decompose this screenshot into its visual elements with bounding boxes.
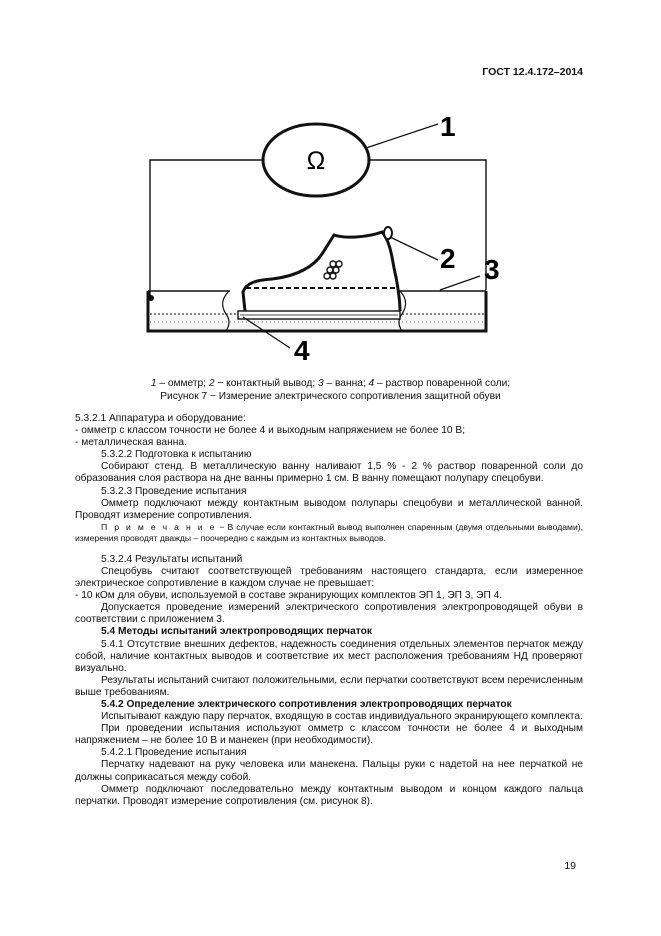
s541-text: 5.4.1 Отсутствие внешних дефектов, надежность соединения отдельных элементов перчаток между собой, наличие контактных выводов и соответствие их мест расположения требованиям НД проверяют визуально.: [75, 638, 583, 674]
s5321-title: 5.3.2.1 Аппаратура и оборудование:: [75, 413, 246, 424]
circuit-wire: [150, 160, 486, 297]
callout-4: 4: [294, 335, 310, 366]
s5421-text: Перчатку надевают на руку человека или манекена. Пальцы руки с надетой на нее перчаткой не должны соприкасаться между собой.: [75, 759, 583, 783]
note-label: П р и м е ч а н и е: [101, 521, 217, 532]
s5321-item2: - металлическая ванна.: [75, 437, 187, 449]
s5322-title: 5.3.2.2 Подготовка к испытанию: [101, 449, 252, 461]
page-number: 19: [564, 860, 576, 872]
standard-header: ГОСТ 12.4.172–2014: [482, 66, 583, 78]
callout-2: 2: [440, 243, 456, 274]
s5321-item1: - омметр с классом точности не более 4 и выходным напряжением не более 10 В;: [75, 425, 466, 437]
s542-text: Испытывают каждую пару перчаток, входящую в состав индивидуального экранирующего комплекта.: [101, 711, 583, 723]
s542-title: 5.4.2 Определение электрического сопротивления электропроводящих перчаток: [101, 698, 512, 710]
note: [75, 522, 583, 544]
s54-title: 5.4 Методы испытаний электропроводящих перчаток: [101, 626, 372, 638]
leader-1: [366, 124, 438, 148]
s541-text2: Результаты испытаний считают положительными, если перчатки соответствуют всем перечисленным выше требованиям.: [75, 674, 583, 698]
s5324-title: 5.3.2.4 Результаты испытаний: [101, 553, 243, 565]
ohm-symbol: Ω: [306, 147, 326, 175]
callout-1: 1: [440, 111, 456, 142]
s5324-text: Спецобувь считают соответствующей требованиям настоящего стандарта, если измеренное электрическое сопротивление в каждом случае не превышает:: [75, 565, 583, 590]
leader-2: [390, 237, 438, 260]
figure-caption: Рисунок 7 − Измерение электрического сопротивления защитной обуви: [160, 391, 501, 402]
s5323-title: 5.3.2.3 Проведение испытания: [101, 485, 247, 497]
note-text: − В случае если контактный вывод выполнен спаренным (двумя отдельными выводами), измерения проводят дважды – поочередно с каждым из контактных выводов.: [75, 521, 583, 543]
page-body: [75, 413, 583, 808]
leader-3: [440, 276, 480, 290]
boot-laces: [324, 261, 342, 279]
boot-outline: [243, 232, 400, 311]
s5324-text2: Допускается проведение измерений электрического сопротивления электропроводящей обуви в соответствии с приложением 3.: [75, 602, 583, 626]
callout-3: 3: [484, 254, 500, 285]
s5421-title: 5.4.2.1 Проведение испытания: [101, 747, 247, 759]
bath-contact-dot: [148, 295, 154, 301]
figure-7-diagram: [0, 0, 661, 380]
s5421-text2: Омметр подключают последовательно между контактным выводом и концом каждого пальца перчатки. Проводят измерение сопротивления (см. рисунок 8).: [75, 783, 583, 807]
s5324-item: - 10 кОм для обуви, используемой в составе экранирующих комплектов ЭП 1, ЭП 3, ЭП 4.: [75, 590, 503, 602]
figure-legend: 1 – омметр; 2 − контактный вывод; 3 – ванна; 4 – раствор поваренной соли;: [150, 378, 511, 389]
s542-text2: При проведении испытания используют омметр с классом точности не более 4 и выходным напряжением – не более 10 В и манекен (при необходимости).: [75, 723, 583, 747]
s5323-text: Омметр подключают между контактным выводом полупары спецобуви и металлической ванной. Проводят измерение сопротивления.: [75, 497, 583, 521]
s5322-text: Собирают стенд. В металлическую ванну наливают 1,5 % - 2 % раствор поваренной соли до образования слоя раствора на дне ванны примерно 1 см. В ванну помещают полупару спецобуви.: [75, 461, 583, 485]
